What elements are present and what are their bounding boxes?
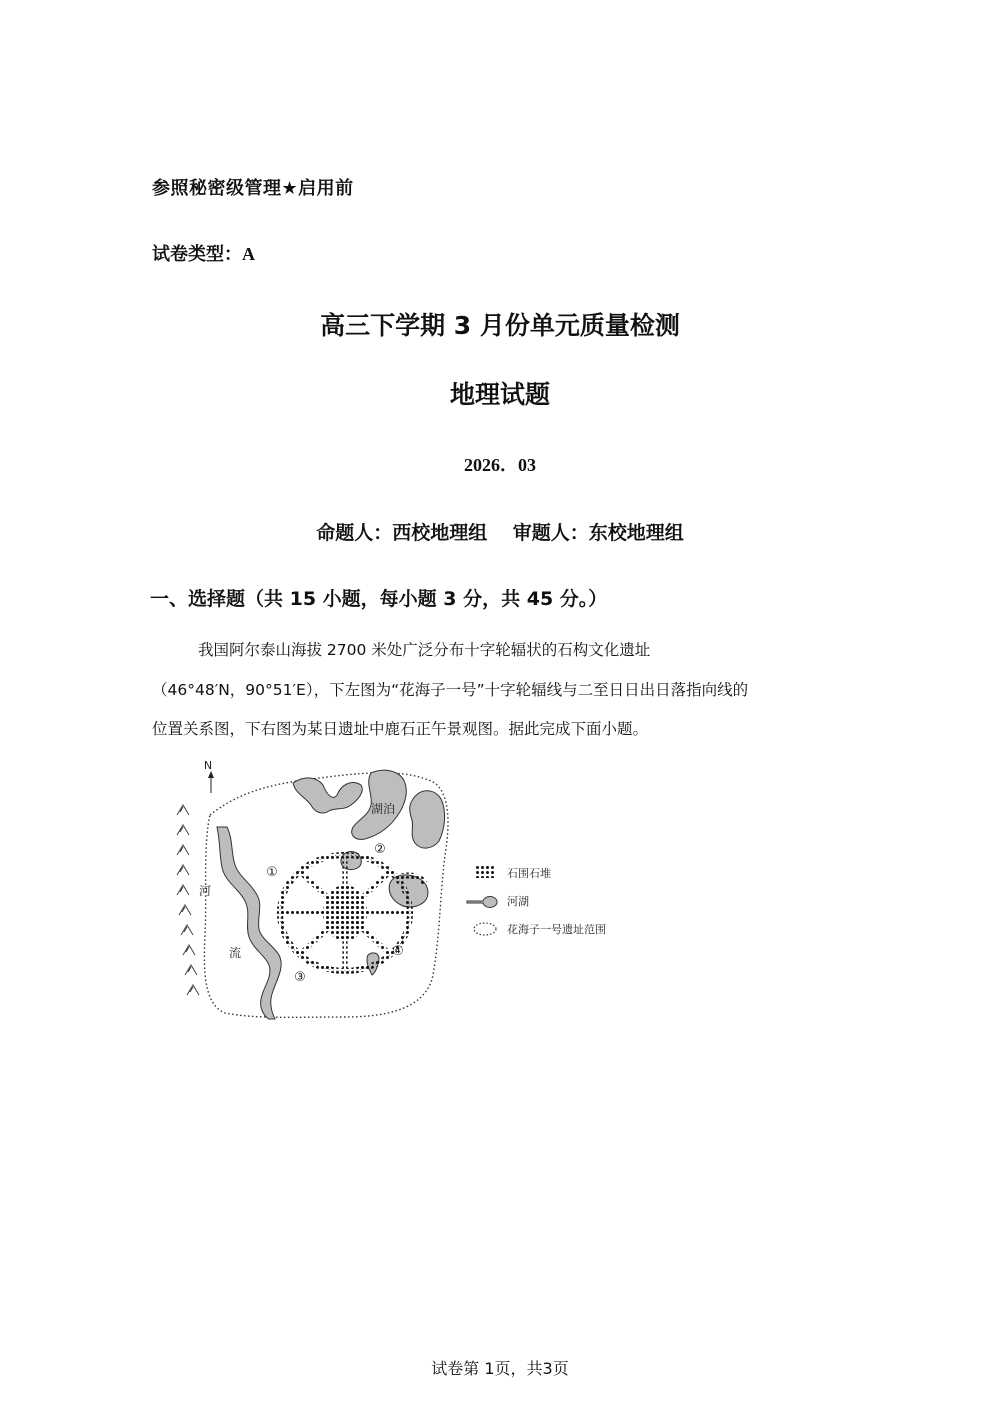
legend-stone-icon: [475, 866, 495, 878]
section-heading: 一、选择题（共 15 小题，每小题 3 分，共 45 分。）: [150, 588, 608, 610]
passage-line-1: 我国阿尔泰山海拔 2700 米处广泛分布十字轮辐状的石构文化遗址: [198, 641, 651, 659]
authors-line: 命题人：西校地理组 审题人：东校地理组: [316, 522, 684, 544]
passage-line-3: 位置关系图，下右图为某日遗址中鹿石正午景观图。据此完成下面小题。: [152, 720, 649, 738]
site-map-figure: [165, 755, 625, 1030]
marker-3: ③: [294, 970, 306, 985]
river-label-2: 流: [228, 946, 242, 960]
legend-river-lake-icon: [467, 897, 497, 908]
lake-label: 湖泊: [370, 802, 396, 816]
passage-line-2: （46°48′N，90°51′E），下左图为“花海子一号”十字轮辐线与二至日日出日落指向线的: [152, 681, 749, 699]
paper-type: [152, 240, 255, 266]
subject-title: 地理试题: [449, 380, 550, 409]
legend-stone-label: 石围石堆: [507, 867, 551, 880]
secrecy-label: 参照秘密级管理★启用前: [152, 178, 354, 199]
exam-title: 高三下学期 3 月份单元质量检测: [320, 311, 680, 340]
river-label-1: 河: [198, 884, 212, 898]
map-legend: [467, 866, 606, 936]
lakes: [293, 770, 445, 975]
marker-1: ①: [266, 865, 278, 880]
north-arrow-icon: [204, 759, 214, 793]
legend-river-lake-label: 河湖: [507, 895, 529, 908]
river: [217, 827, 281, 1019]
paper-type-label: 试卷类型：: [152, 244, 242, 265]
page-footer: 试卷第 1页，共3页: [431, 1359, 569, 1378]
legend-site-range-label: 花海子一号遗址范围: [507, 923, 606, 936]
marker-4: ④: [392, 944, 404, 959]
marker-2: ②: [374, 842, 386, 857]
mountain-symbols: [177, 805, 199, 995]
legend-site-range-icon: [474, 923, 496, 935]
paper-type-value: A: [242, 244, 255, 264]
exam-date: 2026．03: [464, 455, 536, 475]
north-label: N: [203, 759, 213, 772]
